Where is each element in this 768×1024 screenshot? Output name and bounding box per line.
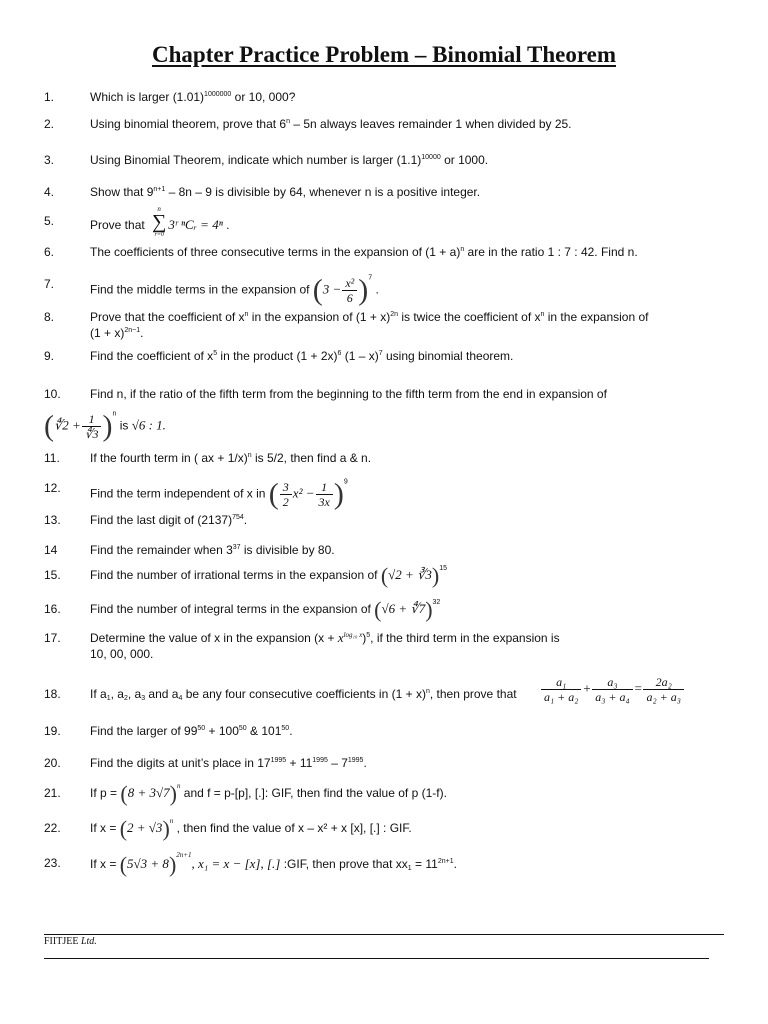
question-18-formula: $\frac{\text{a₁}}{\text{a₁ + a₂}}$ + $\frac{\text{a₃}}{\text{a₃ + a₄}}$ = $\frac{\text{2a₂}}{\text{a₂ + a₃}}$ — [540, 675, 685, 704]
summation: n ∑ r=0 — [152, 205, 167, 238]
footer-divider-bottom — [44, 958, 709, 959]
footer-divider-top — [44, 934, 724, 935]
sigma-symbol: ∑ — [152, 211, 167, 233]
footer-brand: FIITJEE Ltd. — [44, 936, 97, 947]
page-title: Chapter Practice Problem – Binomial Theorem — [152, 42, 616, 67]
